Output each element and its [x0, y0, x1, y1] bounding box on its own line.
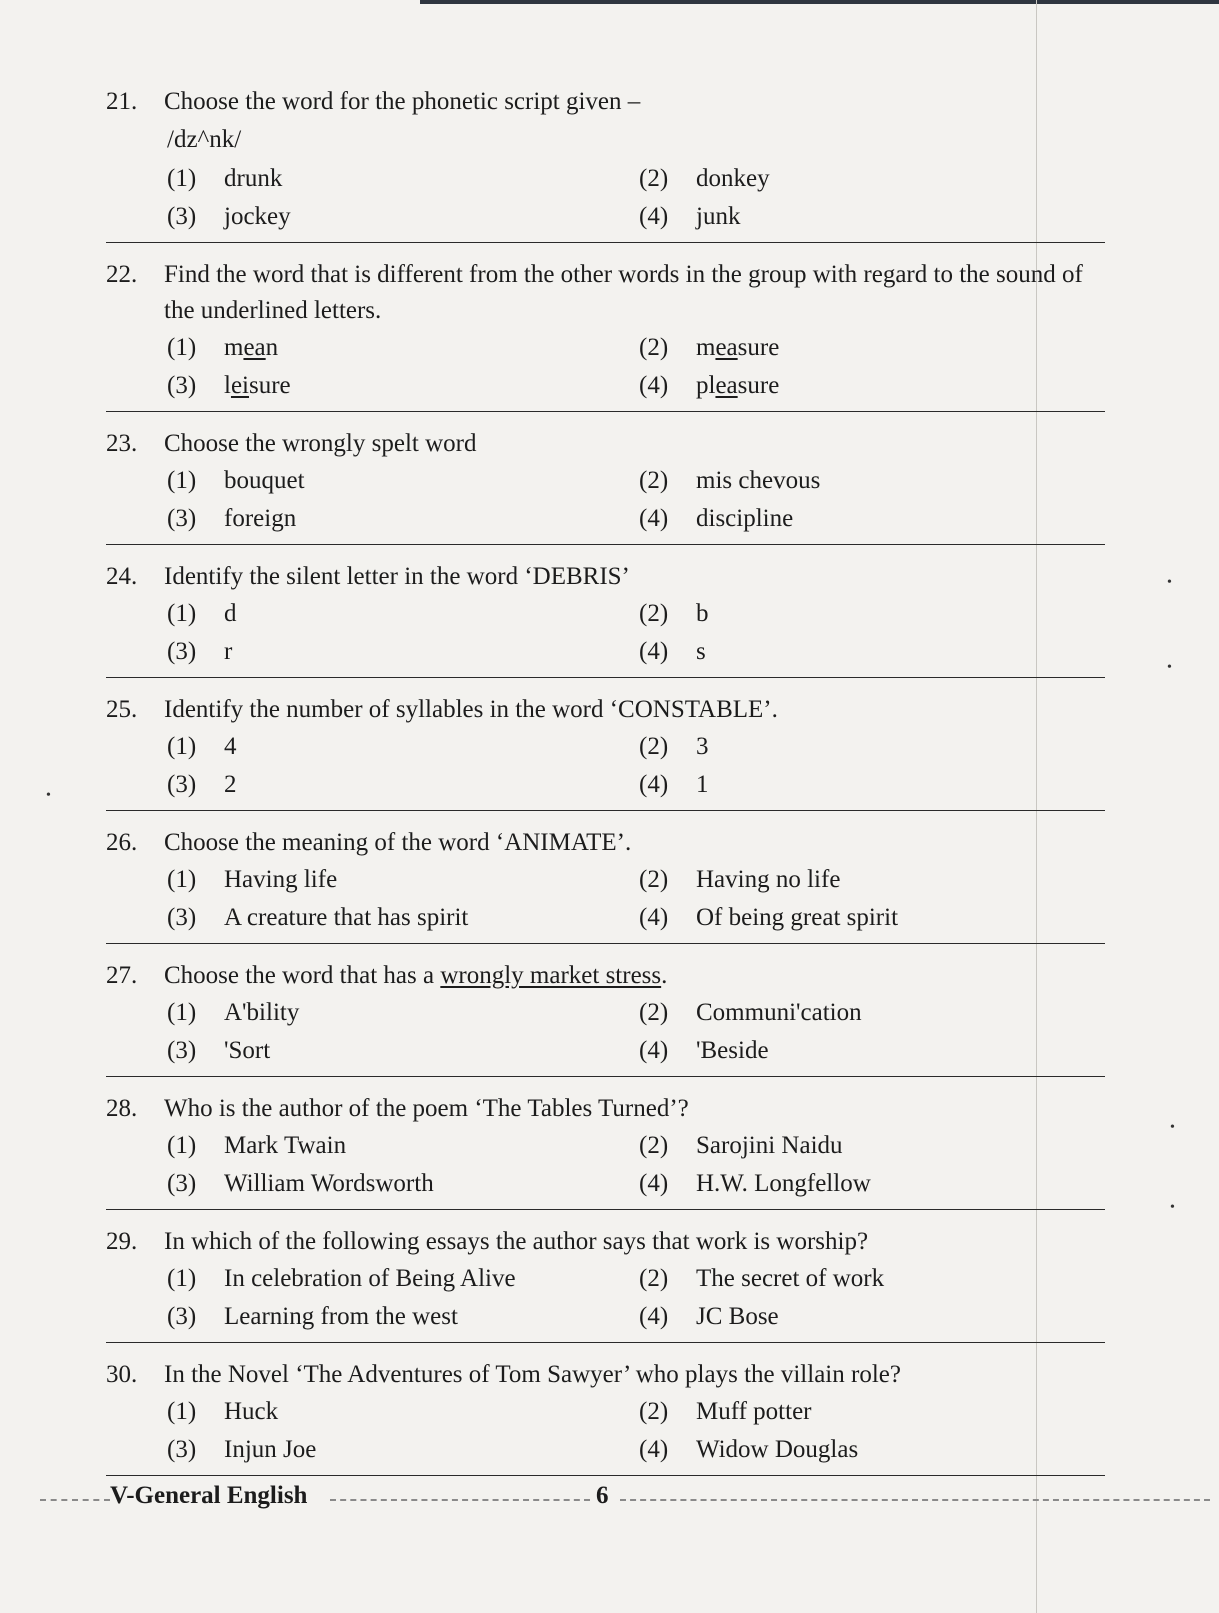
option-2: (2) Sarojini Naidu — [639, 1132, 843, 1159]
question-number: 30. — [106, 1361, 138, 1388]
question-number: 28. — [106, 1095, 138, 1122]
question-list — [106, 84, 1105, 1490]
option-2: (2) Having no life — [639, 866, 841, 893]
page-footer — [0, 1482, 1219, 1518]
question-number: 26. — [106, 829, 138, 856]
option-3: (3) r — [167, 638, 233, 665]
option-1: (1) Mark Twain — [167, 1132, 347, 1159]
option-2: (2) b — [639, 600, 709, 627]
footer-dash-left — [40, 1499, 110, 1501]
question-24 — [106, 559, 1105, 678]
option-2: (2) mis chevous — [639, 467, 821, 494]
option-4: (4) JC Bose — [639, 1303, 779, 1330]
option-3: (3) leisure — [167, 372, 291, 399]
question-29 — [106, 1224, 1105, 1343]
question-23 — [106, 426, 1105, 545]
option-4: (4) 1 — [639, 771, 709, 798]
question-25 — [106, 692, 1105, 811]
option-3: (3) Injun Joe — [167, 1436, 317, 1463]
option-4: (4) Of being great spirit — [639, 904, 899, 931]
option-4: (4) pleasure — [639, 372, 780, 399]
question-26 — [106, 825, 1105, 944]
question-text: Choose the word for the phonetic script given – — [164, 88, 641, 115]
option-4: (4) Widow Douglas — [639, 1436, 859, 1463]
scan-speck: • — [1170, 1200, 1175, 1215]
question-number: 25. — [106, 696, 138, 723]
option-1: (1) mean — [167, 334, 279, 361]
option-3: (3) 2 — [167, 771, 237, 798]
option-4: (4) junk — [639, 203, 741, 230]
option-2: (2) Communi'cation — [639, 999, 862, 1026]
footer-dash-right — [620, 1499, 1210, 1501]
question-27 — [106, 958, 1105, 1077]
option-1: (1) A'bility — [167, 999, 300, 1026]
option-1: (1) 4 — [167, 733, 237, 760]
scan-speck: • — [1167, 575, 1172, 590]
question-number: 29. — [106, 1228, 138, 1255]
option-4: (4) H.W. Longfellow — [639, 1170, 871, 1197]
question-text: Choose the wrongly spelt word — [164, 430, 477, 457]
question-text: Identify the silent letter in the word ‘DEBRIS’ — [164, 563, 630, 590]
option-3: (3) foreign — [167, 505, 297, 532]
option-3: (3) William Wordsworth — [167, 1170, 434, 1197]
option-2: (2) donkey — [639, 165, 770, 192]
scan-speck: • — [1167, 660, 1172, 675]
footer-dash-middle — [330, 1499, 590, 1501]
option-1: (1) In celebration of Being Alive — [167, 1265, 516, 1292]
scan-speck: • — [46, 788, 51, 803]
option-1: (1) bouquet — [167, 467, 305, 494]
option-2: (2) Muff potter — [639, 1398, 812, 1425]
question-30 — [106, 1357, 1105, 1476]
question-number: 24. — [106, 563, 138, 590]
question-text: Choose the meaning of the word ‘ANIMATE’. — [164, 829, 632, 856]
option-3: (3) Learning from the west — [167, 1303, 458, 1330]
question-text: In which of the following essays the author says that work is worship? — [164, 1228, 869, 1255]
option-2: (2) The secret of work — [639, 1265, 885, 1292]
page-top-edge — [420, 0, 1219, 4]
question-text: Who is the author of the poem ‘The Tables Turned’? — [164, 1095, 689, 1122]
option-2: (2) measure — [639, 334, 780, 361]
question-number: 23. — [106, 430, 138, 457]
question-number: 21. — [106, 88, 138, 115]
option-1: (1) d — [167, 600, 237, 627]
question-21 — [106, 84, 1105, 243]
option-2: (2) 3 — [639, 733, 709, 760]
option-1: (1) Having life — [167, 866, 338, 893]
question-text: Find the word that is different from the other words in the group with regard to the sound of the underlined letters. — [164, 261, 1083, 324]
question-number: 27. — [106, 962, 138, 989]
question-28 — [106, 1091, 1105, 1210]
footer-subject-title: V-General English — [110, 1482, 313, 1510]
option-4: (4) s — [639, 638, 706, 665]
question-number: 22. — [106, 261, 138, 288]
option-3: (3) 'Sort — [167, 1037, 271, 1064]
question-text: Choose the word that has a wrongly market stress. — [164, 962, 668, 989]
footer-page-number: 6 — [596, 1482, 609, 1509]
option-1: (1) Huck — [167, 1398, 279, 1425]
option-1: (1) drunk — [167, 165, 283, 192]
option-4: (4) discipline — [639, 505, 794, 532]
phonetic-script: /dz^nk/ — [167, 126, 242, 153]
option-4: (4) 'Beside — [639, 1037, 769, 1064]
option-3: (3) jockey — [167, 203, 291, 230]
question-22 — [106, 257, 1105, 412]
question-text: In the Novel ‘The Adventures of Tom Sawyer’ who plays the villain role? — [164, 1361, 901, 1388]
question-text: Identify the number of syllables in the word ‘CONSTABLE’. — [164, 696, 778, 723]
scan-speck: • — [1170, 1120, 1175, 1135]
option-3: (3) A creature that has spirit — [167, 904, 469, 931]
